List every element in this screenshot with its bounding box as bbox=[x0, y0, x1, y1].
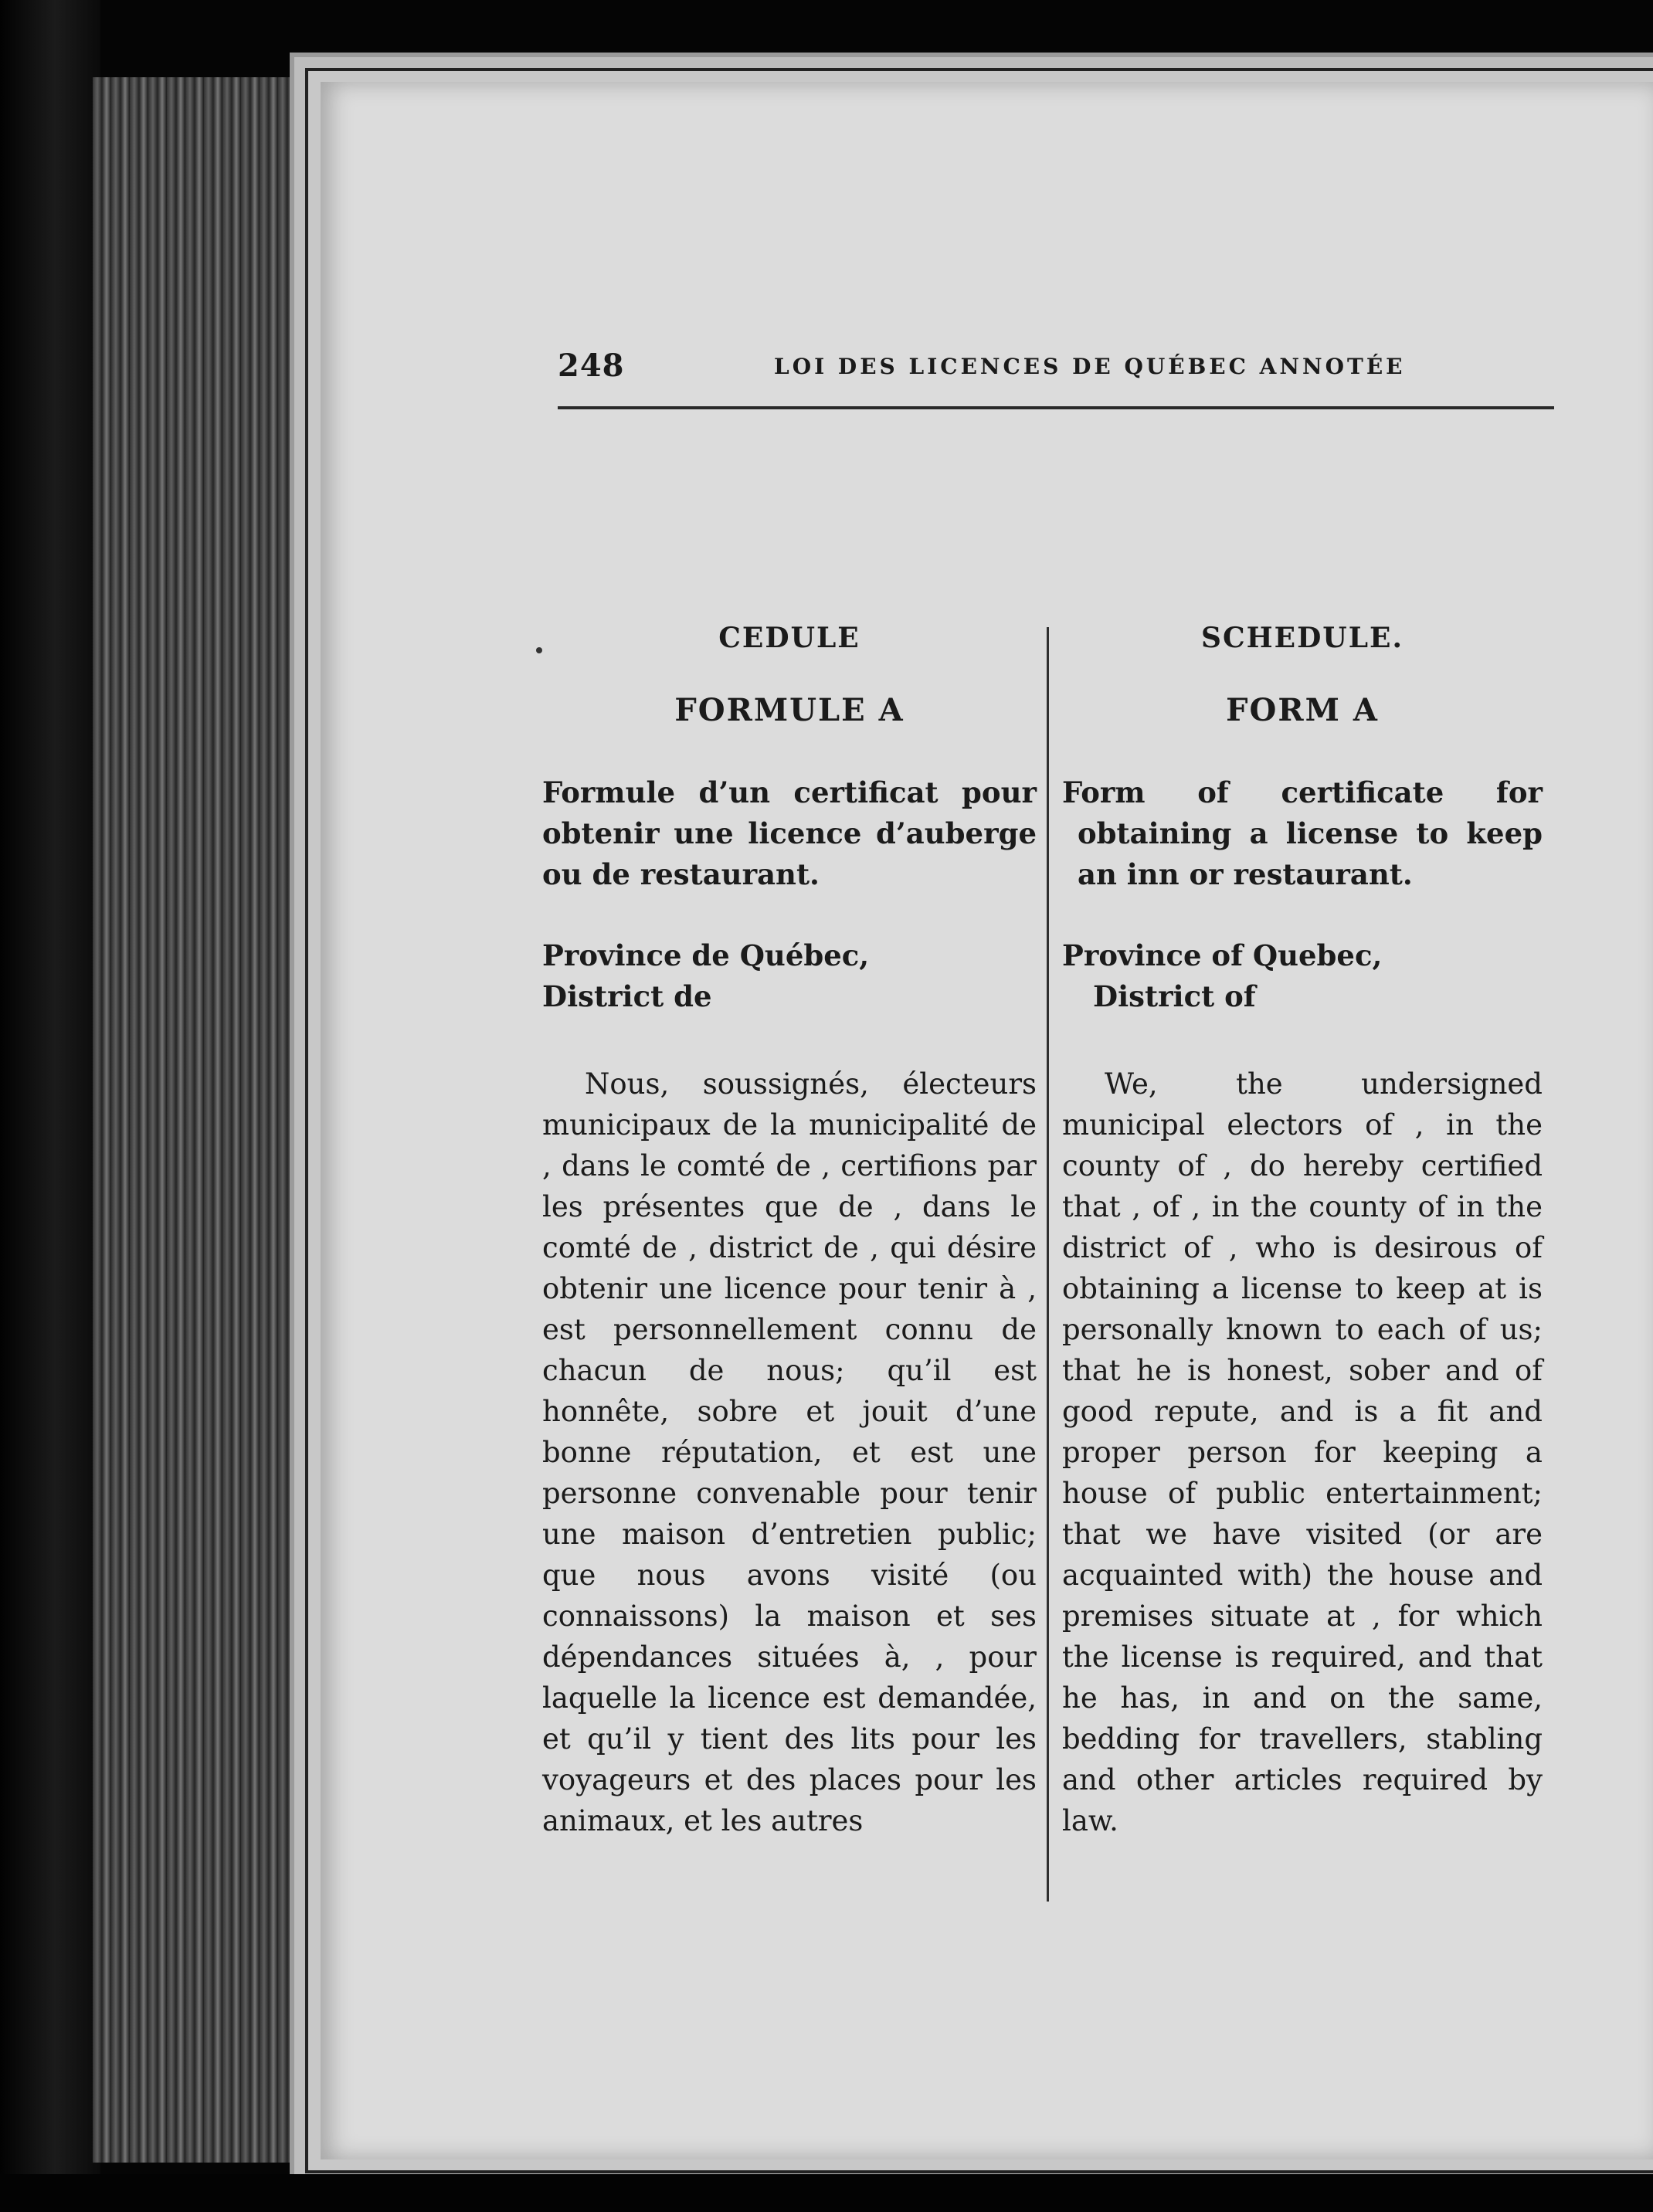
column-divider bbox=[1047, 627, 1049, 1902]
schedule-heading-en: SCHEDULE. bbox=[1200, 622, 1404, 654]
place-block-fr bbox=[542, 935, 1037, 1017]
page-stack-edges bbox=[93, 77, 317, 2163]
page-header bbox=[558, 348, 1554, 402]
form-heading-en: FORM A bbox=[1226, 692, 1379, 728]
book-spine-edge bbox=[0, 0, 100, 2212]
form-title-en: Form of certificate for obtaining a license to keep an inn or restaurant. bbox=[1062, 775, 1543, 891]
bottom-shadow bbox=[0, 2174, 1653, 2212]
certificate-body-fr: Nous, soussignés, électeurs municipaux de la municipalité de , dans le comté de , certifions par les présentes que de , dans le comté de , district de , qui désire obtenir une licence pour tenir à , est personnellement connu de chacun de nous; qu’il est honnête, sobre et jouit d’une bonne réputation, et est une personne convenable pour tenir une maison d’entretien public; que nous avons visité (ou connaissons) la maison et ses dépendances situées à, , pour laquelle la licence est demandée, et qu’il y tient des lits pour les voyageurs et des places pour les animaux, et les autres bbox=[542, 1067, 1037, 1837]
province-line-fr: Province de Québec, bbox=[542, 938, 870, 972]
schedule-heading-fr: CEDULE bbox=[718, 622, 860, 654]
form-title-fr: Formule d’un certificat pour obtenir une licence d’auberge ou de restaurant. bbox=[542, 775, 1037, 891]
french-column bbox=[542, 618, 1037, 1841]
english-column bbox=[1062, 618, 1543, 1841]
certificate-body-en: We, the undersigned municipal electors of , in the county of , do hereby certified that , of , in the county of in the district of , who is desirous of obtaining a license to keep at is personally known to each of us; that he is honest, sober and of good repute, and is a fit and proper person for keeping a house of public entertainment; that we have visited (or are acquainted with) the house and premises situate at , for which the license is required, and that he has, in and on the same, bedding for travellers, stabling and other articles required by law. bbox=[1062, 1067, 1543, 1837]
page-number: 248 bbox=[558, 348, 625, 384]
ink-dot bbox=[536, 647, 542, 653]
running-title: LOI DES LICENCES DE QUÉBEC ANNOTÉE bbox=[774, 354, 1406, 379]
province-line-en: Province of Quebec, bbox=[1062, 938, 1383, 972]
district-line-en: District of bbox=[1093, 979, 1256, 1013]
place-block-en bbox=[1062, 935, 1543, 1017]
header-rule bbox=[558, 406, 1554, 409]
district-line-fr: District de bbox=[542, 979, 712, 1013]
form-heading-fr: FORMULE A bbox=[674, 692, 905, 728]
